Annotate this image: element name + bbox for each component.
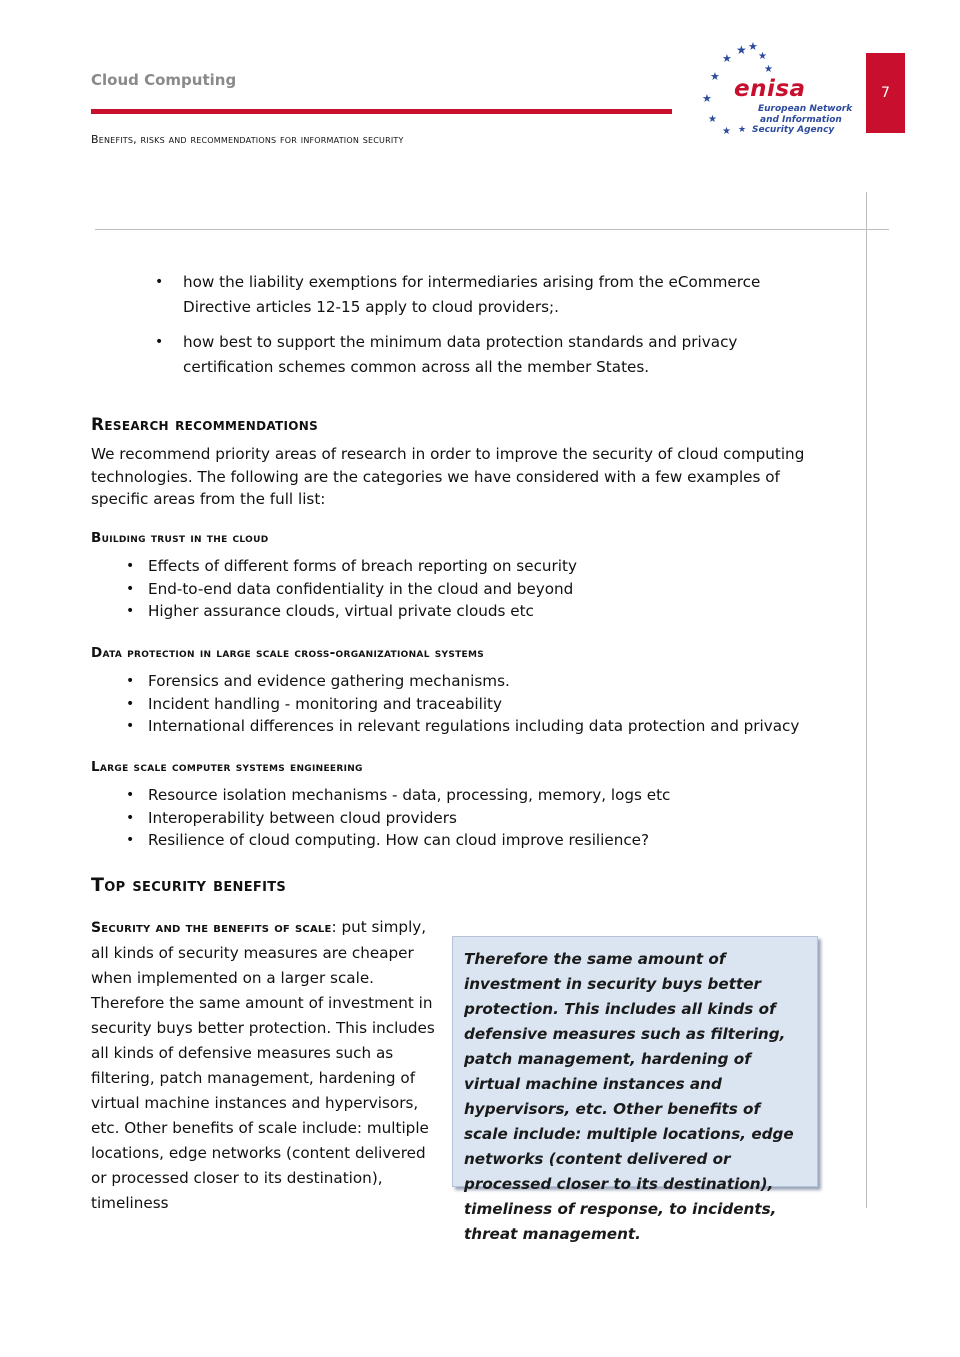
svg-text:★: ★ (702, 92, 712, 105)
svg-text:★: ★ (722, 126, 731, 137)
enisa-logo (698, 40, 858, 140)
svg-text:★: ★ (708, 114, 717, 125)
list-item: • Incident handling - monitoring and traceability (126, 693, 826, 716)
list-item: • Higher assurance clouds, virtual private clouds etc (126, 600, 826, 623)
svg-text:★: ★ (736, 43, 747, 57)
logo-tagline-line2: and Information (760, 114, 842, 125)
section-heading-trust: Building trust in the cloud (91, 530, 269, 546)
benefits-heading: Top security benefits (91, 874, 287, 896)
logo-tagline-line1: European Network (758, 104, 853, 114)
list-item: • Effects of different forms of breach reporting on security (126, 555, 826, 578)
research-heading: Research recommendations (91, 415, 319, 435)
svg-text:★: ★ (764, 64, 773, 75)
svg-text:★: ★ (748, 40, 758, 53)
list-item: • how the liability exemptions for intermediaries arising from the eCommerce Directive articles 12-15 apply to cloud providers;. (155, 270, 815, 320)
logo-wordmark: enisa (734, 76, 806, 102)
header-red-rule (91, 109, 672, 114)
trust-list (126, 555, 826, 623)
logo-tagline-line3: Security Agency (752, 125, 835, 135)
research-intro: We recommend priority areas of research in order to improve the security of cloud computing technologies. The following are the categories we have considered with a few examples of specific areas from the full list: (91, 445, 805, 508)
engineering-list (126, 784, 826, 852)
list-item: • Resource isolation mechanisms - data, processing, memory, logs etc (126, 784, 826, 807)
page-number: 7 (866, 53, 905, 133)
data-protection-list (126, 670, 826, 738)
benefits-lead: Security and the benefits of scale (91, 920, 332, 936)
list-item: • Resilience of cloud computing. How can cloud improve resilience? (126, 829, 826, 852)
section-heading-data-protection: Data protection in large scale cross-organizational systems (91, 645, 485, 661)
pull-quote: Therefore the same amount of investment in security buys better protection. This includes all kinds of defensive measures such as filtering, patch management, hardening of virtual machine instances and hypervisors, etc. Other benefits of scale include: multiple locations, edge networks (content delivered or processed closer to its destination), timeliness of response, to incidents, threat management. (452, 936, 818, 1187)
section-heading-engineering: Large scale computer systems engineering (91, 759, 363, 775)
liability-bullet-list (155, 270, 815, 390)
list-item: • how best to support the minimum data protection standards and privacy certification schemes common across all the member States. (155, 330, 815, 380)
benefits-body: : put simply, all kinds of security measures are cheaper when implemented on a larger scale. Therefore the same amount of investment in security buys better protection. This includes all kinds of defensive measures such as filtering, patch management, hardening of virtual machine instances and hypervisors, etc. Other benefits of scale include: multiple locations, edge networks (content delivered or processed closer to its destination), timeliness (91, 918, 435, 1212)
header-subtitle: Benefits, risks and recommendations for information security (91, 133, 404, 146)
list-item: • Interoperability between cloud providers (126, 807, 826, 830)
svg-text:★: ★ (710, 70, 720, 83)
horizontal-divider (95, 229, 889, 230)
list-item: • Forensics and evidence gathering mechanisms. (126, 670, 826, 693)
header-title: Cloud Computing (91, 71, 237, 89)
benefits-paragraph (91, 915, 436, 1216)
svg-text:★: ★ (758, 51, 767, 62)
svg-text:★: ★ (738, 125, 747, 135)
logo-tagline (752, 104, 853, 136)
svg-text:★: ★ (722, 52, 732, 65)
vertical-divider (866, 192, 867, 1208)
list-item: • End-to-end data confidentiality in the cloud and beyond (126, 578, 826, 601)
list-item: • International differences in relevant regulations including data protection and privacy (126, 715, 826, 738)
